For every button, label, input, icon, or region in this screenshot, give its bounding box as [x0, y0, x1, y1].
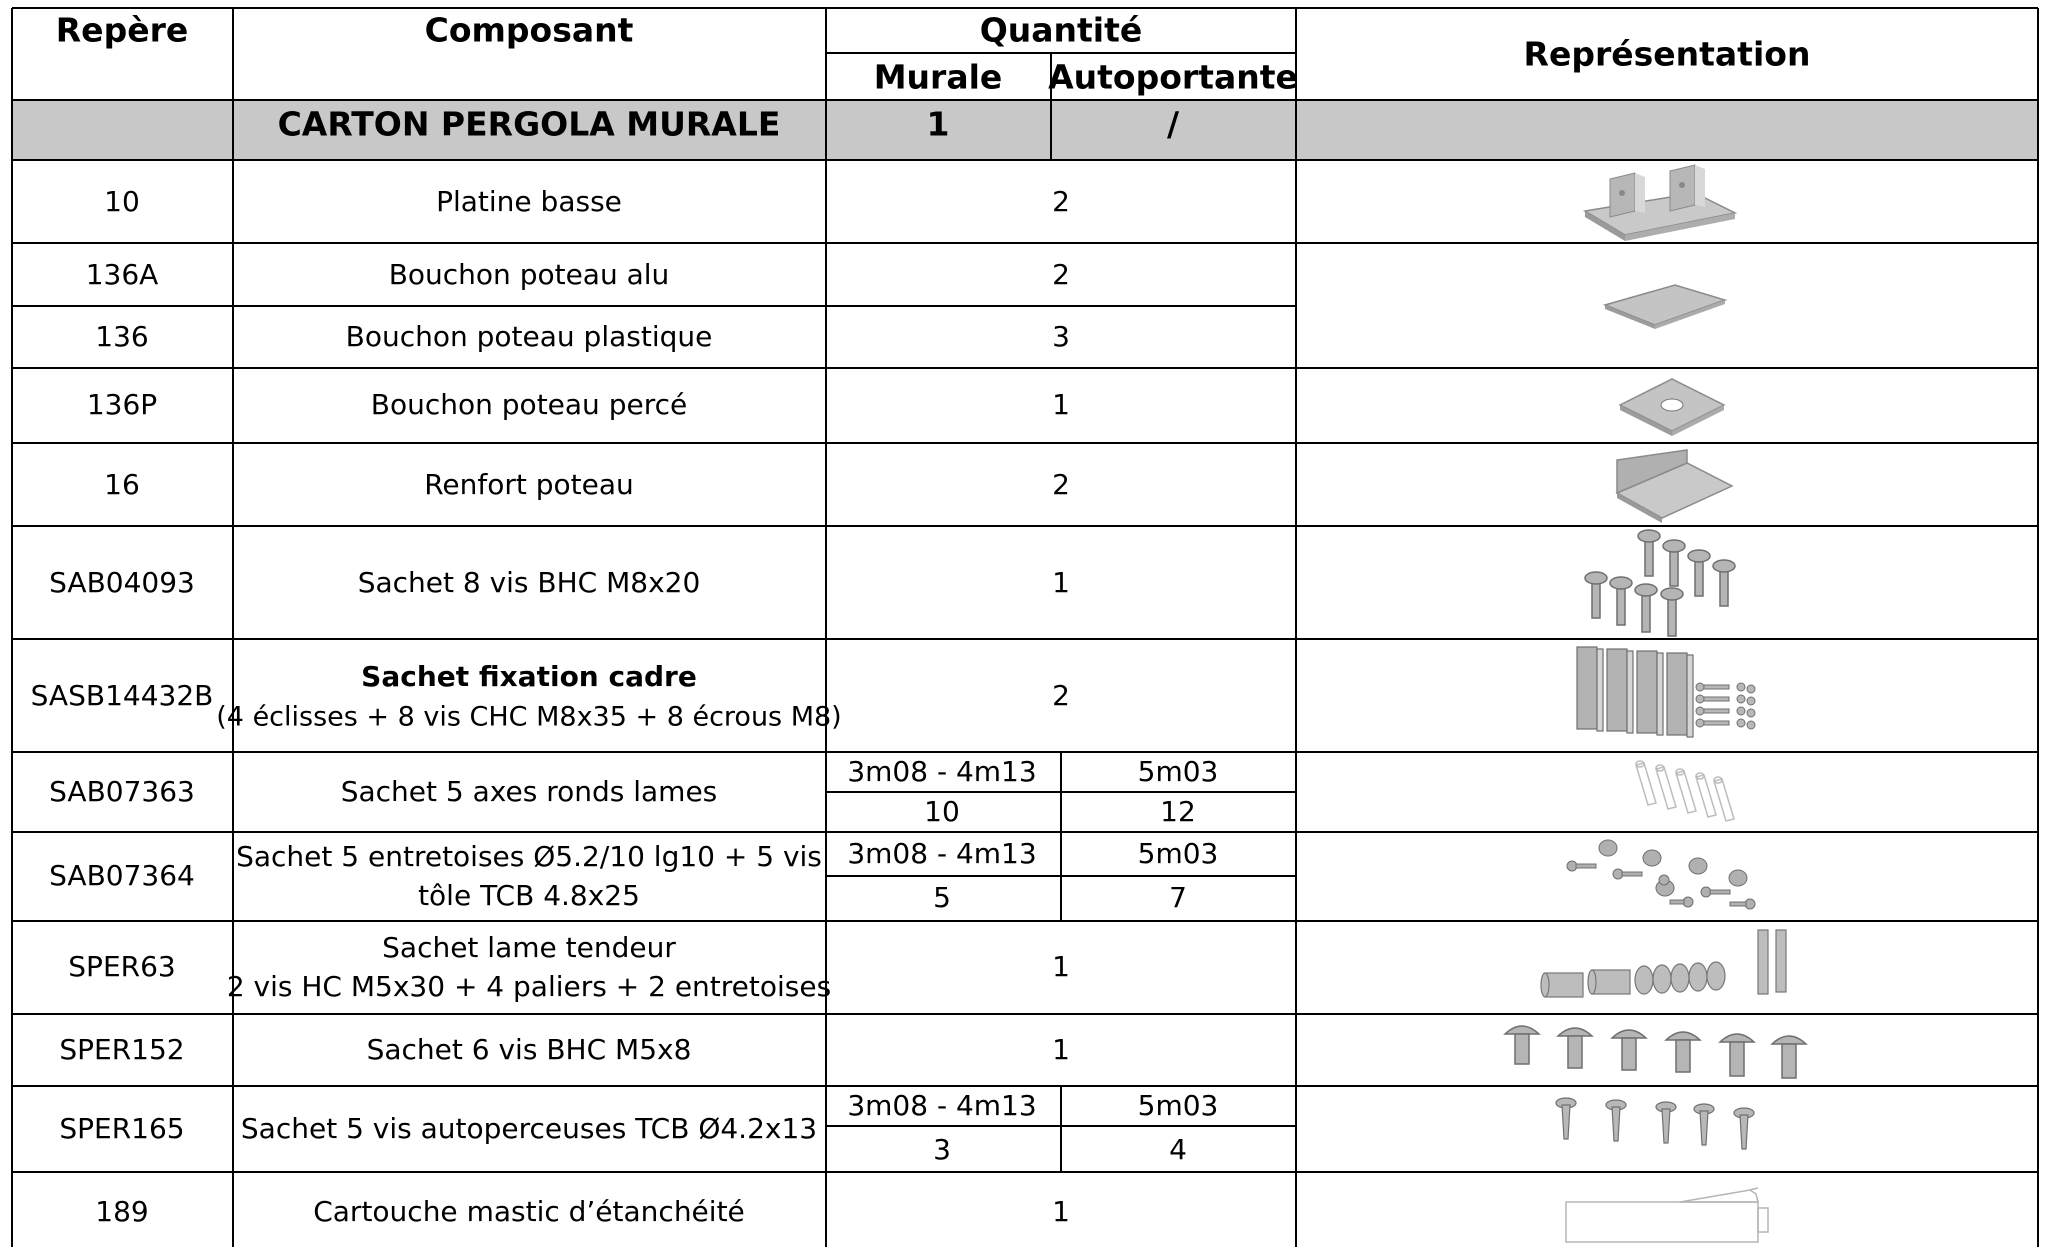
- frame-fixing-kit-icon: [1573, 645, 1758, 745]
- header-composant: Composant: [424, 10, 634, 50]
- header-murale: Murale: [873, 57, 1003, 97]
- row-qty-murale: 10: [924, 795, 960, 828]
- row-composant: Bouchon poteau percé: [370, 388, 688, 421]
- row-repere: SAB04093: [49, 566, 195, 599]
- row-qty-murale: 5: [933, 881, 951, 914]
- row-repere: SPER152: [59, 1033, 185, 1066]
- base-plate-icon: [1575, 163, 1740, 241]
- row-size-murale: 3m08 - 4m13: [847, 837, 1037, 870]
- section-label: CARTON PERGOLA MURALE: [277, 104, 781, 144]
- row-composant: Cartouche mastic d’étanchéité: [313, 1195, 745, 1228]
- header-representation: Représentation: [1523, 34, 1811, 74]
- row-composant: Renfort poteau: [424, 468, 634, 501]
- row-quantite: 2: [1052, 468, 1070, 501]
- row-composant: Sachet 5 axes ronds lames: [340, 775, 718, 808]
- row-size-murale: 3m08 - 4m13: [847, 1089, 1037, 1122]
- row-quantite: 2: [1052, 258, 1070, 291]
- row-composant-line2: tôle TCB 4.8x25: [418, 879, 640, 912]
- row-size-autoportante: 5m03: [1137, 1089, 1219, 1122]
- row-quantite: 1: [1052, 1195, 1070, 1228]
- row-composant: Sachet 8 vis BHC M8x20: [357, 566, 701, 599]
- post-reinforcement-icon: [1612, 448, 1737, 524]
- spacers-screws-icon: [1560, 836, 1775, 916]
- row-composant: Sachet 5 entretoises Ø5.2/10 lg10 + 5 vis: [236, 840, 822, 873]
- row-composant: Sachet lame tendeur: [382, 931, 676, 964]
- sealant-cartridge-icon: [1560, 1180, 1775, 1245]
- row-quantite: 1: [1052, 566, 1070, 599]
- row-repere: 136P: [86, 388, 158, 421]
- row-composant: Sachet 6 vis BHC M5x8: [366, 1033, 692, 1066]
- row-repere: 136: [95, 320, 149, 353]
- section-autoportante: /: [1166, 104, 1180, 144]
- row-composant: Sachet fixation cadre: [361, 660, 697, 693]
- row-repere: SAB07363: [49, 775, 195, 808]
- section-murale: 1: [926, 104, 950, 144]
- row-repere: SASB14432B: [30, 679, 214, 712]
- row-qty-autoportante: 4: [1169, 1133, 1187, 1166]
- row-size-autoportante: 5m03: [1137, 755, 1219, 788]
- row-composant-line2: 2 vis HC M5x30 + 4 paliers + 2 entretoises: [226, 970, 832, 1003]
- row-quantite: 1: [1052, 388, 1070, 421]
- row-qty-autoportante: 12: [1160, 795, 1196, 828]
- row-repere: SPER63: [68, 950, 176, 983]
- self-drilling-screws-icon: [1550, 1095, 1770, 1157]
- row-composant: Bouchon poteau alu: [388, 258, 670, 291]
- row-composant: Platine basse: [436, 185, 622, 218]
- row-quantite: 1: [1052, 950, 1070, 983]
- bhc-screws-icon: [1580, 528, 1745, 638]
- row-repere: SAB07364: [49, 859, 195, 892]
- row-quantite: 1: [1052, 1033, 1070, 1066]
- row-quantite: 2: [1052, 185, 1070, 218]
- row-qty-murale: 3: [933, 1133, 951, 1166]
- row-repere: 16: [104, 468, 140, 501]
- row-size-murale: 3m08 - 4m13: [847, 755, 1037, 788]
- drilled-cap-icon: [1612, 373, 1732, 438]
- row-quantite: 3: [1052, 320, 1070, 353]
- row-qty-autoportante: 7: [1169, 881, 1187, 914]
- header-autoportante: Autoportante: [1048, 57, 1298, 97]
- row-size-autoportante: 5m03: [1137, 837, 1219, 870]
- row-repere: 10: [104, 185, 140, 218]
- row-composant: Bouchon poteau plastique: [345, 320, 713, 353]
- round-axes-icon: [1628, 757, 1738, 825]
- row-composant-detail: (4 éclisses + 8 vis CHC M8x35 + 8 écrous M8): [216, 701, 842, 733]
- row-composant: Sachet 5 vis autoperceuses TCB Ø4.2x13: [240, 1112, 818, 1145]
- tensioner-kit-icon: [1540, 928, 1790, 1008]
- row-repere: 136A: [85, 258, 159, 291]
- row-repere: SPER165: [59, 1112, 185, 1145]
- row-quantite: 2: [1052, 679, 1070, 712]
- row-repere: 189: [95, 1195, 149, 1228]
- header-repere: Repère: [55, 10, 189, 50]
- header-quantite: Quantité: [979, 10, 1143, 50]
- post-cap-icon: [1600, 280, 1730, 330]
- bhc-m5-screws-icon: [1500, 1020, 1835, 1082]
